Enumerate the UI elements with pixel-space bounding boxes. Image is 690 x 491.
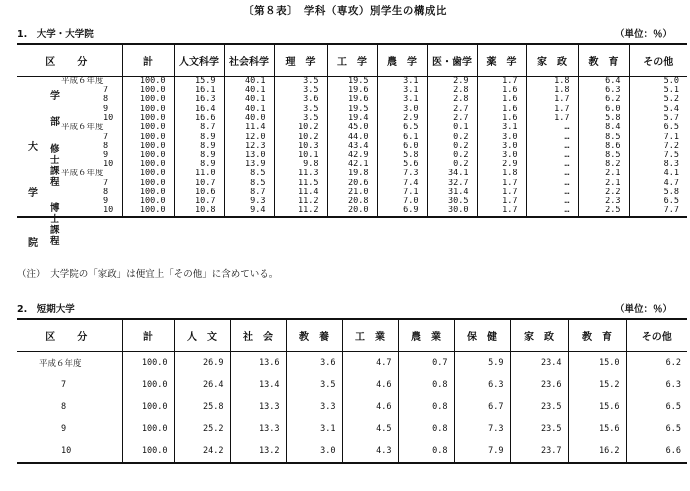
table2-header-cell: 人 文 [174, 319, 230, 352]
table-cell: 6.5 [626, 418, 687, 440]
table-row [17, 105, 687, 114]
table-cell: 11.2 [274, 197, 327, 206]
table-row [17, 352, 687, 375]
table-cell: 30.0 [427, 206, 477, 216]
table-row [17, 160, 687, 169]
table-cell: 1.7 [477, 77, 526, 87]
table-cell: 100.0 [122, 95, 174, 104]
table-cell: 6.5 [626, 396, 687, 418]
table-row [17, 169, 687, 179]
table-cell: 12.3 [224, 142, 274, 151]
table-cell: 31.4 [427, 188, 477, 197]
table-cell: 7.5 [629, 151, 687, 160]
table2-header-cell: その他 [626, 319, 687, 352]
table2-header-cell: 社 会 [230, 319, 286, 352]
table1-header-cell: 理 学 [274, 44, 327, 77]
table-cell: 7.3 [454, 418, 510, 440]
table-cell: 8.4 [578, 123, 629, 133]
table-cell: 1.7 [526, 114, 578, 123]
table-cell: 3.6 [274, 95, 327, 104]
table-cell: 15.0 [568, 352, 626, 375]
table-cell: 8.9 [174, 133, 224, 142]
table-cell: 0.1 [427, 123, 477, 133]
table-cell: 3.6 [286, 352, 342, 375]
table-cell: 19.5 [327, 77, 377, 87]
table-cell: 0.2 [427, 133, 477, 142]
table-cell: 4.3 [342, 440, 398, 463]
row-year: 9 [103, 150, 109, 160]
table-cell: 6.3 [578, 86, 629, 95]
table-cell: 15.6 [568, 396, 626, 418]
table-cell: 13.4 [230, 374, 286, 396]
table-cell: 9.4 [224, 206, 274, 216]
table-cell: 8.5 [224, 169, 274, 179]
table-cell: 4.7 [342, 352, 398, 375]
table2-header-cell: 保 健 [454, 319, 510, 352]
table-cell: 5.2 [629, 95, 687, 104]
table-cell: 23.5 [510, 418, 568, 440]
table-cell: 19.6 [327, 95, 377, 104]
table-cell: 16.4 [174, 105, 224, 114]
table-cell: 0.2 [427, 160, 477, 169]
table-cell: … [526, 160, 578, 169]
table-row [17, 95, 687, 104]
table-cell: 4.5 [342, 418, 398, 440]
table-cell: 21.0 [327, 188, 377, 197]
table-cell: 100.0 [122, 374, 174, 396]
table-cell: 1.7 [477, 206, 526, 216]
table-cell: 8.2 [578, 160, 629, 169]
table1-header-cell: 社会科学 [224, 44, 274, 77]
table-cell: 2.7 [427, 114, 477, 123]
table-cell: 11.4 [274, 188, 327, 197]
section1-title: 1. 大学・大学院 [17, 29, 94, 40]
table-cell: 23.5 [510, 396, 568, 418]
table2-header-cell: 工 業 [342, 319, 398, 352]
table-cell: 3.1 [377, 86, 427, 95]
table-cell: 6.7 [454, 396, 510, 418]
table2-header-cell: 計 [122, 319, 174, 352]
table-cell: 5.6 [377, 160, 427, 169]
table-cell: 15.9 [174, 77, 224, 87]
table-cell: 7.0 [377, 197, 427, 206]
table-cell: 100.0 [122, 123, 174, 133]
table-cell: 4.7 [629, 179, 687, 188]
table-cell: 3.0 [477, 142, 526, 151]
table-cell: 2.5 [578, 206, 629, 216]
table-cell: 42.1 [327, 160, 377, 169]
table-cell: 100.0 [122, 105, 174, 114]
row-year: 8 [103, 188, 109, 198]
table-cell: 40.0 [224, 114, 274, 123]
table2-header-cell: 区 分 [17, 319, 122, 352]
table-cell: 23.4 [510, 352, 568, 375]
table-cell: 10.7 [174, 197, 224, 206]
table-cell: 8.6 [578, 142, 629, 151]
table-cell: 3.5 [274, 77, 327, 87]
label-daigakuin-1: 大 [28, 142, 38, 153]
table-cell: 20.0 [327, 206, 377, 216]
table-cell: 6.5 [629, 197, 687, 206]
table1-header-cell: 計 [122, 44, 174, 77]
table2-header-row [17, 319, 687, 352]
table1-header-cell: その他 [629, 44, 687, 77]
page-title: 〔第８表〕 学科（専攻）別学生の構成比 [243, 5, 447, 17]
table-cell: 3.5 [286, 374, 342, 396]
label-gakubu: 学 部 [50, 91, 60, 128]
table-cell: 6.6 [626, 440, 687, 463]
table-cell: 100.0 [122, 114, 174, 123]
table-cell: 100.0 [122, 440, 174, 463]
table-cell: 100.0 [122, 151, 174, 160]
row-year: 10 [61, 446, 72, 456]
table-row [17, 418, 687, 440]
table-cell: 100.0 [122, 133, 174, 142]
table-cell: 1.8 [477, 169, 526, 179]
table-cell: 2.7 [427, 105, 477, 114]
table-cell: 34.1 [427, 169, 477, 179]
table-cell: 40.1 [224, 86, 274, 95]
table-cell: 100.0 [122, 179, 174, 188]
section2-unit: （単位：％） [614, 304, 672, 315]
table-cell: 5.8 [578, 114, 629, 123]
row-year: 9 [61, 424, 67, 434]
table-cell: 15.6 [568, 418, 626, 440]
label-shushi: 修 士 課 程 [50, 144, 60, 188]
table-cell: 16.3 [174, 95, 224, 104]
table-cell: 1.7 [477, 188, 526, 197]
table-cell: 7.4 [377, 179, 427, 188]
table-cell: 19.5 [327, 105, 377, 114]
table-cell: 19.6 [327, 86, 377, 95]
row-year: 平成６年度 [61, 76, 104, 86]
row-year: 10 [103, 113, 114, 123]
table-cell: … [526, 142, 578, 151]
table-cell: 23.6 [510, 374, 568, 396]
table-cell: 1.7 [526, 95, 578, 104]
table-cell: 45.0 [327, 123, 377, 133]
table-cell: 30.5 [427, 197, 477, 206]
table-cell: 0.8 [398, 418, 454, 440]
table-cell: 8.7 [174, 123, 224, 133]
junior-college-table [17, 318, 687, 464]
table-cell: 25.2 [174, 418, 230, 440]
table1-header-cell: 家 政 [526, 44, 578, 77]
table2-header-cell: 教 育 [568, 319, 626, 352]
table-cell: 13.3 [230, 396, 286, 418]
table-cell: 4.6 [342, 374, 398, 396]
table-row [17, 440, 687, 463]
table-cell: 11.0 [174, 169, 224, 179]
table-cell: 19.4 [327, 114, 377, 123]
table-row [17, 206, 687, 216]
table-cell: 10.3 [274, 142, 327, 151]
table-cell: 10.2 [274, 123, 327, 133]
row-year: 8 [61, 402, 67, 412]
table-row [17, 197, 687, 206]
table-cell: 7.1 [377, 188, 427, 197]
table-row [17, 188, 687, 197]
table-cell: 3.5 [274, 105, 327, 114]
table-cell: 8.9 [174, 151, 224, 160]
table-cell: 5.8 [377, 151, 427, 160]
table-cell: 2.9 [477, 160, 526, 169]
table-cell: 0.2 [427, 151, 477, 160]
section1-unit: （単位：％） [614, 29, 672, 40]
table-cell: 3.1 [377, 77, 427, 87]
table-cell: 12.0 [224, 133, 274, 142]
table-cell: 9.3 [224, 197, 274, 206]
table1-header-cell: 医・歯学 [427, 44, 477, 77]
table-cell: 1.8 [526, 77, 578, 87]
table-cell: 100.0 [122, 418, 174, 440]
table-cell: 100.0 [122, 169, 174, 179]
table-cell: 10.2 [274, 133, 327, 142]
table-cell: 100.0 [122, 160, 174, 169]
table1-header-cell: 区 分 [17, 44, 122, 77]
table-cell: 7.7 [629, 206, 687, 216]
table-cell: 1.7 [477, 179, 526, 188]
table-cell: 6.0 [578, 105, 629, 114]
table2-header-cell: 家 政 [510, 319, 568, 352]
table-cell: 10.8 [174, 206, 224, 216]
table-cell: 6.9 [377, 206, 427, 216]
table-cell: 5.4 [629, 105, 687, 114]
row-year: 平成６年度 [39, 359, 82, 369]
table-cell: 8.5 [578, 151, 629, 160]
table-cell: 1.6 [477, 95, 526, 104]
table-cell: 0.8 [398, 440, 454, 463]
table-cell: … [526, 151, 578, 160]
table-cell: … [526, 133, 578, 142]
table1-header-cell: 農 学 [377, 44, 427, 77]
table-cell: 6.2 [626, 352, 687, 375]
table-cell: 16.2 [568, 440, 626, 463]
table-cell: 2.9 [377, 114, 427, 123]
table1-header-row [17, 44, 687, 77]
section2-title: 2. 短期大学 [17, 304, 75, 315]
table-cell: 2.8 [427, 86, 477, 95]
table-cell: 1.6 [477, 114, 526, 123]
table-cell: 3.0 [377, 105, 427, 114]
table-cell: 24.2 [174, 440, 230, 463]
table-cell: 3.1 [377, 95, 427, 104]
table-cell: 40.1 [224, 77, 274, 87]
row-year: 10 [103, 160, 114, 170]
table-cell: 11.2 [274, 206, 327, 216]
table-cell: 13.0 [224, 151, 274, 160]
table-cell: 3.3 [286, 396, 342, 418]
table-cell: 100.0 [122, 142, 174, 151]
row-year: 9 [103, 104, 109, 114]
table-cell: 2.8 [427, 95, 477, 104]
table-cell: 26.9 [174, 352, 230, 375]
table-cell: 10.6 [174, 188, 224, 197]
table-cell: 1.7 [526, 105, 578, 114]
table-cell: 6.3 [454, 374, 510, 396]
table-cell: 100.0 [122, 352, 174, 375]
table-cell: … [526, 197, 578, 206]
table1-header-cell: 薬 学 [477, 44, 526, 77]
table-cell: 3.0 [477, 151, 526, 160]
table-cell: 5.0 [629, 77, 687, 87]
table-cell: 1.8 [526, 86, 578, 95]
table-row [17, 179, 687, 188]
table-cell: 15.2 [568, 374, 626, 396]
table-cell: 2.1 [578, 179, 629, 188]
table-cell: 1.6 [477, 105, 526, 114]
table-cell: 13.3 [230, 418, 286, 440]
table1-header-cell: 教 育 [578, 44, 629, 77]
table-cell: 6.5 [629, 123, 687, 133]
university-table [17, 43, 687, 218]
table-row [17, 114, 687, 123]
table-cell: 5.1 [629, 86, 687, 95]
table1-header-cell: 工 学 [327, 44, 377, 77]
table-cell: 100.0 [122, 396, 174, 418]
table-cell: 4.6 [342, 396, 398, 418]
table-cell: 0.8 [398, 396, 454, 418]
table-row [17, 86, 687, 95]
table2-header-cell: 教 養 [286, 319, 342, 352]
table-cell: 3.1 [286, 418, 342, 440]
table-cell: … [526, 206, 578, 216]
table-cell: 8.9 [174, 160, 224, 169]
row-year: 10 [103, 206, 114, 216]
table-cell: 6.1 [377, 133, 427, 142]
table-cell: 100.0 [122, 188, 174, 197]
table-cell: 10.7 [174, 179, 224, 188]
table-cell: 16.1 [174, 86, 224, 95]
table-row [17, 151, 687, 160]
table-cell: 2.3 [578, 197, 629, 206]
table-cell: 100.0 [122, 86, 174, 95]
table-cell: 2.1 [578, 169, 629, 179]
table-cell: 7.2 [629, 142, 687, 151]
table-cell: 43.4 [327, 142, 377, 151]
table-cell: … [526, 123, 578, 133]
table-cell: 7.9 [454, 440, 510, 463]
table-cell: 5.9 [454, 352, 510, 375]
table-row [17, 133, 687, 142]
table-cell: 8.7 [224, 188, 274, 197]
table-cell: 13.6 [230, 352, 286, 375]
table1-header-cell: 人文科学 [174, 44, 224, 77]
table-cell: 8.3 [629, 160, 687, 169]
table-cell: 11.5 [274, 179, 327, 188]
table-cell: 20.6 [327, 179, 377, 188]
table-cell: 6.4 [578, 77, 629, 87]
table-cell: 3.0 [286, 440, 342, 463]
label-daigakuin-3: 院 [28, 238, 38, 249]
table-cell: 3.0 [477, 133, 526, 142]
table-cell: 32.7 [427, 179, 477, 188]
table-cell: 100.0 [122, 197, 174, 206]
table-cell: 3.5 [274, 114, 327, 123]
table-cell: 44.0 [327, 133, 377, 142]
table-cell: 8.5 [578, 133, 629, 142]
table-cell: 13.2 [230, 440, 286, 463]
table-cell: … [526, 179, 578, 188]
label-daigakuin-2: 学 [28, 188, 38, 199]
row-year: 9 [103, 197, 109, 207]
row-year: 7 [103, 86, 109, 96]
table-cell: 40.1 [224, 105, 274, 114]
table-row [17, 374, 687, 396]
table-cell: 11.3 [274, 169, 327, 179]
table-cell: 6.2 [578, 95, 629, 104]
table-cell: 0.8 [398, 374, 454, 396]
table-cell: 20.8 [327, 197, 377, 206]
table-cell: 5.7 [629, 114, 687, 123]
table-cell: 6.5 [377, 123, 427, 133]
table-row [17, 123, 687, 133]
table-cell: 1.7 [477, 197, 526, 206]
table-cell: 0.2 [427, 142, 477, 151]
table-cell: 3.5 [274, 86, 327, 95]
table-cell: 2.9 [427, 77, 477, 87]
row-year: 平成６年度 [61, 123, 104, 133]
table-cell: 100.0 [122, 206, 174, 216]
table-cell: 25.8 [174, 396, 230, 418]
table-cell: 5.8 [629, 188, 687, 197]
table-row [17, 396, 687, 418]
table-row [17, 142, 687, 151]
table-cell: 1.6 [477, 86, 526, 95]
table-cell: 19.8 [327, 169, 377, 179]
table-cell: 9.8 [274, 160, 327, 169]
table-cell: 7.1 [629, 133, 687, 142]
row-year: 7 [103, 132, 109, 142]
table-cell: 40.1 [224, 95, 274, 104]
table-cell: 8.9 [174, 142, 224, 151]
table-cell: 26.4 [174, 374, 230, 396]
row-year: 平成６年度 [61, 169, 104, 179]
table-cell: 3.1 [477, 123, 526, 133]
table-cell: 6.3 [626, 374, 687, 396]
row-year: 8 [103, 95, 109, 105]
table-cell: … [526, 188, 578, 197]
table-cell: 16.6 [174, 114, 224, 123]
table-cell: 23.7 [510, 440, 568, 463]
label-hakushi: 博 士 課 程 [50, 203, 60, 247]
table-cell: 13.9 [224, 160, 274, 169]
row-year: 7 [61, 380, 67, 390]
table-cell: 0.7 [398, 352, 454, 375]
table-cell: 10.1 [274, 151, 327, 160]
row-year: 8 [103, 141, 109, 151]
table-cell: 11.4 [224, 123, 274, 133]
table-cell: 8.5 [224, 179, 274, 188]
table-row [17, 77, 687, 87]
row-year: 7 [103, 178, 109, 188]
table2-header-cell: 農 業 [398, 319, 454, 352]
table-note: （注） 大学院の「家政」は便宜上「その他」に含めている。 [17, 269, 279, 280]
table-cell: 6.0 [377, 142, 427, 151]
table-cell: 7.3 [377, 169, 427, 179]
table-cell: 42.9 [327, 151, 377, 160]
table-cell: … [526, 169, 578, 179]
table-cell: 4.1 [629, 169, 687, 179]
table-cell: 2.2 [578, 188, 629, 197]
table-cell: 100.0 [122, 77, 174, 87]
